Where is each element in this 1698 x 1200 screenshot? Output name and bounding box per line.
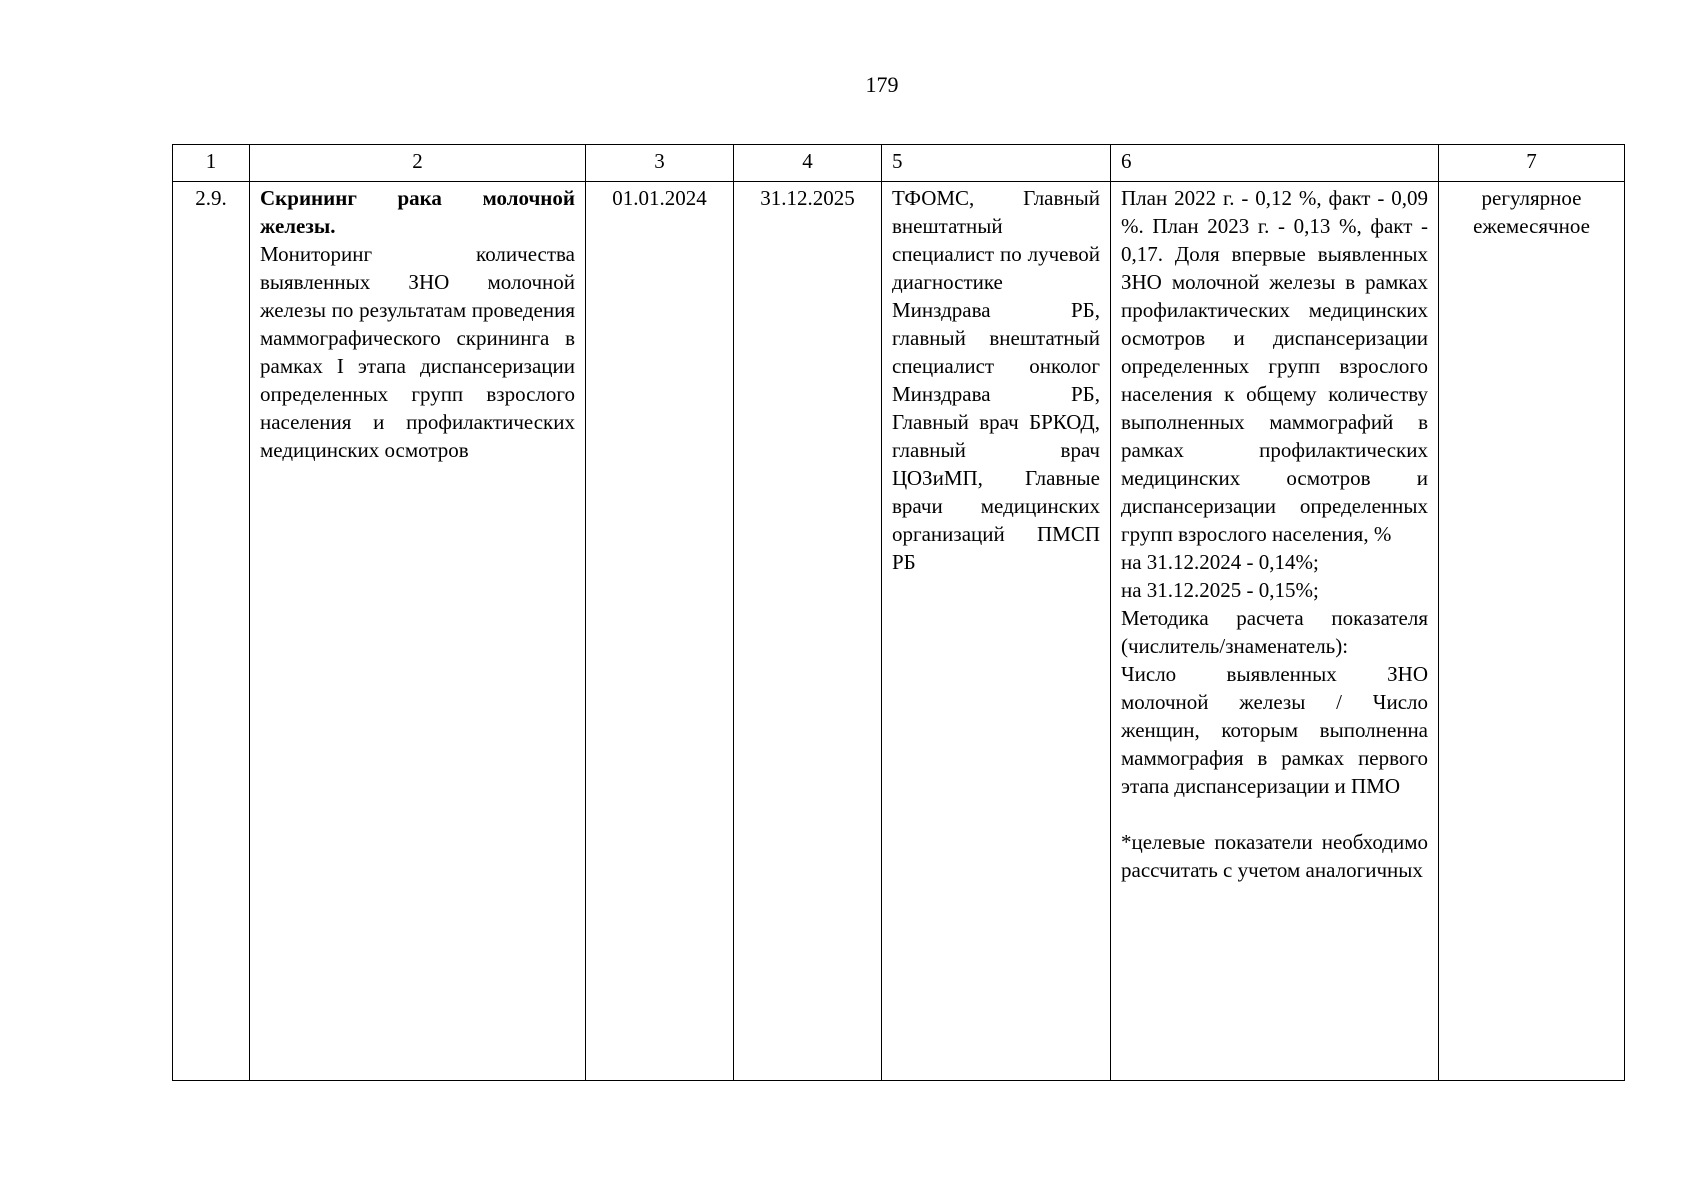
start-date: 01.01.2024 xyxy=(586,182,734,1081)
measure-cell xyxy=(250,182,586,1081)
end-date: 31.12.2025 xyxy=(734,182,882,1081)
column-number-7: 7 xyxy=(1439,145,1625,182)
measure-description: Мониторинг количества выявленных ЗНО молочной железы по результатам проведения маммографического скрининга в рамках I этапа диспансеризации определенных групп взрослого населения и профилактических медицинских осмотров xyxy=(260,242,575,462)
page-number: 179 xyxy=(865,72,899,97)
column-number-2: 2 xyxy=(250,145,586,182)
row-number: 2.9. xyxy=(173,182,250,1081)
note: *целевые показатели необходимо рассчитать с учетом аналогичных xyxy=(1121,830,1428,882)
method-heading: Методика расчета показателя (числитель/знаменатель): xyxy=(1121,606,1428,658)
indicator-main: План 2022 г. - 0,12 %, факт - 0,09 %. План 2023 г. - 0,13 %, факт - 0,17. Доля впервые выявленных ЗНО молочной железы в рамках профилактических медицинских осмотров и диспансеризации определенных групп взрослого населения к общему количеству выполненных маммографий в рамках профилактических медицинских осмотров и диспансеризации определенных групп взрослого населения, % xyxy=(1121,186,1428,546)
column-number-4: 4 xyxy=(734,145,882,182)
target-2024: на 31.12.2024 - 0,14%; xyxy=(1121,550,1319,574)
column-number-5: 5 xyxy=(882,145,1111,182)
target-2025: на 31.12.2025 - 0,15%; xyxy=(1121,578,1319,602)
spacer xyxy=(1121,800,1428,828)
column-number-6: 6 xyxy=(1111,145,1439,182)
periodicity: регулярное ежемесячное xyxy=(1439,182,1625,1081)
table-row xyxy=(173,182,1625,1081)
measures-table xyxy=(172,144,1625,1081)
column-number-3: 3 xyxy=(586,145,734,182)
measure-title: Скрининг рака молочной железы. xyxy=(260,186,575,238)
method-text: Число выявленных ЗНО молочной железы / Число женщин, которым выполненна маммография в рамках первого этапа диспансеризации и ПМО xyxy=(1121,662,1428,798)
column-number-1: 1 xyxy=(173,145,250,182)
column-number-row xyxy=(173,145,1625,182)
indicator-cell xyxy=(1111,182,1439,1081)
responsible-cell: ТФОМС, Главный внештатный специалист по лучевой диагностике Минздрава РБ, главный внештатный специалист онколог Минздрава РБ, Главный врач БРКОД, главный врач ЦОЗиМП, Главные врачи медицинских организаций ПМСП РБ xyxy=(882,182,1111,1081)
